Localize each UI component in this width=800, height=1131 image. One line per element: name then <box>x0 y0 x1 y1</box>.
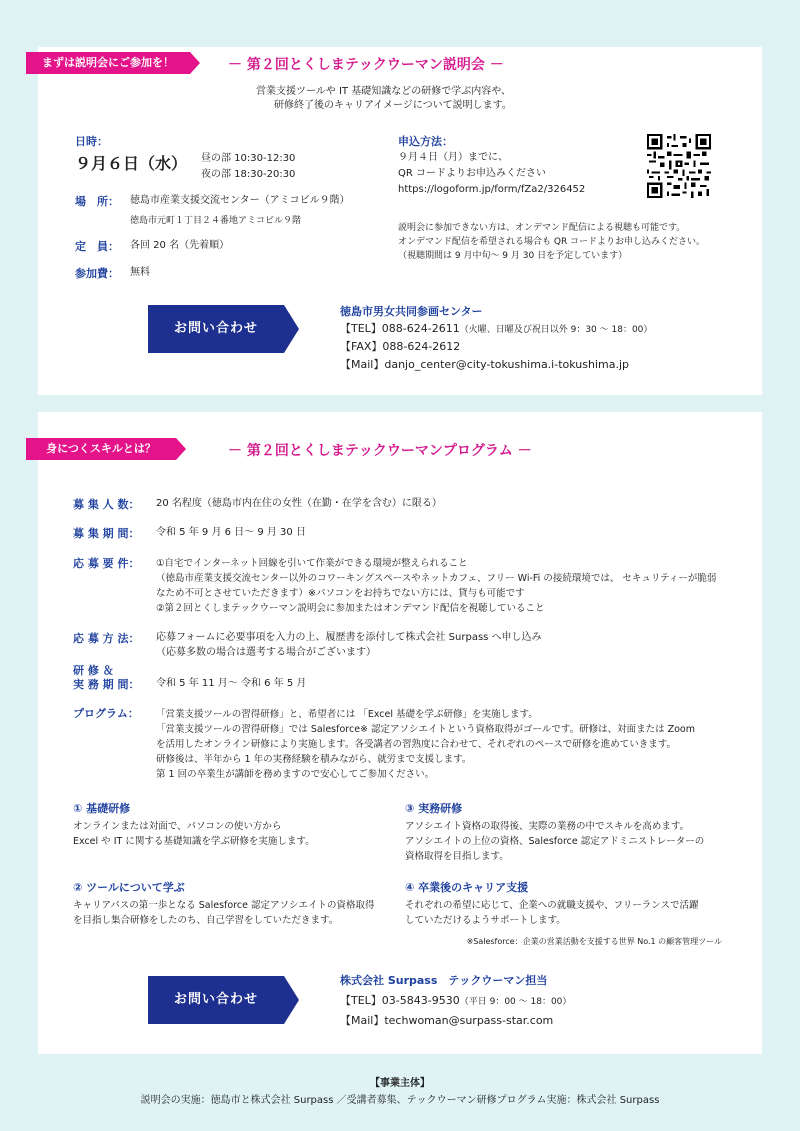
contact-tel-line-2 <box>340 992 571 1008</box>
skill-4-line-1: それぞれの希望に応じて、企業への就職支援や、フリーランスで活躍 <box>405 900 699 911</box>
requirements-label: 応 募 要 件： <box>73 557 140 570</box>
date-label: 日時： <box>75 135 108 148</box>
seminar-intro-1: 営業支援ツールや IT 基礎知識などの研修で学ぶ内容や、 <box>256 86 512 97</box>
fee-value: 無料 <box>130 267 150 278</box>
place-value: 徳島市産業支援交流センター（アミコビル９階） <box>130 195 350 206</box>
ondemand-line-2: オンデマンド配信を希望される場合も QR コードよりお申し込みください。 <box>398 237 706 247</box>
program-line-5: 第 1 回の卒業生が講師を務めますので安心してご参加ください。 <box>156 769 435 780</box>
skill-4-line-2: していただけるようサポートします。 <box>405 915 566 926</box>
program-line-2: 「営業支援ツールの習得研修」では Salesforce※ 認定アソシエイトという資格取得がゴールです。研修は、対面または Zoom <box>156 724 695 735</box>
requirements-line-1: ①自宅でインターネット回線を引いて作業ができる環境が整えられること <box>156 558 468 569</box>
skill-4-title: ④ 卒業後のキャリア支援 <box>405 881 529 894</box>
apply-url[interactable]: https://logoform.jp/form/fZa2/326452 <box>398 184 586 195</box>
contact-tel-note-2: （平日 9：00 ～ 18：00） <box>459 997 572 1007</box>
program-panel <box>38 412 762 1054</box>
training-label-1: 研 修 ＆ <box>73 664 114 677</box>
program-tag: 身につくスキルとは？ <box>26 438 176 460</box>
skill-1-line-1: オンラインまたは対面で、パソコンの使い方から <box>73 821 282 832</box>
skill-1-line-2: Excel や IT に関する基礎知識を学ぶ研修を実施します。 <box>73 836 315 847</box>
method-label: 応 募 方 法： <box>73 632 140 645</box>
contact-button-1[interactable]: お問い合わせ <box>148 305 284 353</box>
requirements-line-4: ②第２回とくしまテックウーマン説明会に参加またはオンデマンド配信を視聴していること <box>156 603 545 614</box>
footer-line: 説明会の実施：徳島市と株式会社 Surpass ／受講者募集、テックウーマン研修プログラム実施：株式会社 Surpass <box>140 1095 660 1106</box>
date-value: ９月６日（水） <box>75 154 188 173</box>
recruit-label: 募 集 人 数： <box>73 498 140 511</box>
period-value: 令和 5 年 9 月 6 日～ 9 月 30 日 <box>156 527 306 538</box>
contact-mail-2[interactable]: 【Mail】techwoman@surpass-star.com <box>340 1014 554 1027</box>
footer-heading: 【事業主体】 <box>370 1078 430 1089</box>
contact-tel-line-1 <box>340 320 652 336</box>
recruit-value: 20 名程度（徳島市内在住の女性（在勤・在学を含む）に限る） <box>156 498 442 509</box>
seminar-title: － 第２回とくしまテックウーマン説明会 － <box>228 57 504 73</box>
contact-tel-1: 【TEL】088-624-2611 <box>340 322 460 335</box>
salesforce-footnote: ※Salesforce：企業の営業活動を支援する世界 No.1 の顧客管理ツール <box>466 937 722 946</box>
contact-tel-note-1: （火曜、日曜及び祝日以外 9：30 ～ 18：00） <box>459 325 653 335</box>
program-line-3: を活用したオンライン研修により実施します。各受講者の習熟度に合わせて、それぞれのペースで研修を進めていきます。 <box>156 739 677 750</box>
skill-3-line-3: 資格取得を目指します。 <box>405 851 509 862</box>
skill-2-title: ② ツールについて学ぶ <box>73 881 185 894</box>
skill-3-line-2: アソシエイトの上位の資格、Salesforce 認定アドミニストレーターの <box>405 836 705 847</box>
training-value: 令和 5 年 11 月～ 令和 6 年 5 月 <box>156 678 307 689</box>
capacity-label: 定 員： <box>75 240 119 253</box>
skill-2-line-2: を目指し集合研修をしたのち、自己学習をしていただきます。 <box>73 915 339 926</box>
capacity-value: 各回 20 名（先着順） <box>130 240 230 251</box>
apply-line-1: ９月４日（月）までに、 <box>398 152 508 163</box>
fee-label: 参加費： <box>75 267 119 280</box>
method-line-1: 応募フォームに必要事項を入力の上、履歴書を添付して株式会社 Surpass へ申し込み <box>156 632 542 643</box>
ondemand-line-1: 説明会に参加できない方は、オンデマンド配信による視聴も可能です。 <box>398 223 686 233</box>
skill-3-title: ③ 実務研修 <box>405 802 463 815</box>
time-night: 夜の部 18:30-20:30 <box>201 169 296 180</box>
contact-fax-1: 【FAX】088-624-2612 <box>340 340 461 353</box>
contact-org-1: 徳島市男女共同参画センター <box>340 305 483 318</box>
ondemand-line-3: （視聴期間は 9 月中旬～ 9 月 30 日を予定しています） <box>398 251 628 261</box>
period-label: 募 集 期 間： <box>73 527 140 540</box>
program-line-4: 研修後は、半年から 1 年の実務経験を積みながら、就労まで支援します。 <box>156 754 472 765</box>
requirements-line-2: （徳島市産業支援交流センター以外のコワーキングスペースやネットカフェ、フリー Wi-Fi の接続環境では、 セキュリティーが脆弱 <box>156 573 717 584</box>
training-label-2: 実 務 期 間： <box>73 678 140 691</box>
skill-2-line-1: キャリアパスの第一歩となる Salesforce 認定アソシエイトの資格取得 <box>73 900 375 911</box>
contact-org-2: 株式会社 Surpass テックウーマン担当 <box>340 974 548 987</box>
seminar-tag: まずは説明会にご参加を！ <box>26 52 190 74</box>
skill-1-title: ① 基礎研修 <box>73 802 131 815</box>
seminar-intro-2: 研修終了後のキャリアイメージについて説明します。 <box>274 100 512 111</box>
place-label: 場 所： <box>75 195 119 208</box>
seminar-panel <box>38 47 762 395</box>
apply-line-2: QR コードよりお申込みください <box>398 168 546 179</box>
contact-button-2[interactable]: お問い合わせ <box>148 976 284 1024</box>
method-line-2: （応募多数の場合は選考する場合がございます） <box>156 647 376 658</box>
contact-mail-1[interactable]: 【Mail】danjo_center@city-tokushima.i-tokushima.jp <box>340 358 629 371</box>
program-title: － 第２回とくしまテックウーマンプログラム － <box>228 443 532 459</box>
qr-code-icon[interactable] <box>647 134 711 198</box>
apply-label: 申込方法： <box>398 135 453 148</box>
requirements-line-3: なため不可とさせていただきます）※パソコンをお持ちでない方には、貸与も可能です <box>156 588 525 599</box>
place-address: 徳島市元町１丁目２４番地アミコビル９階 <box>130 216 302 226</box>
time-day: 昼の部 10:30-12:30 <box>201 153 296 164</box>
skill-3-line-1: アソシエイト資格の取得後、実際の業務の中でスキルを高めます。 <box>405 821 690 832</box>
program-line-1: 「営業支援ツールの習得研修」と、希望者には 「Excel 基礎を学ぶ研修」を実施します。 <box>156 709 538 720</box>
contact-tel-2: 【TEL】03-5843-9530 <box>340 994 460 1007</box>
program-label: プログラム： <box>73 707 139 720</box>
